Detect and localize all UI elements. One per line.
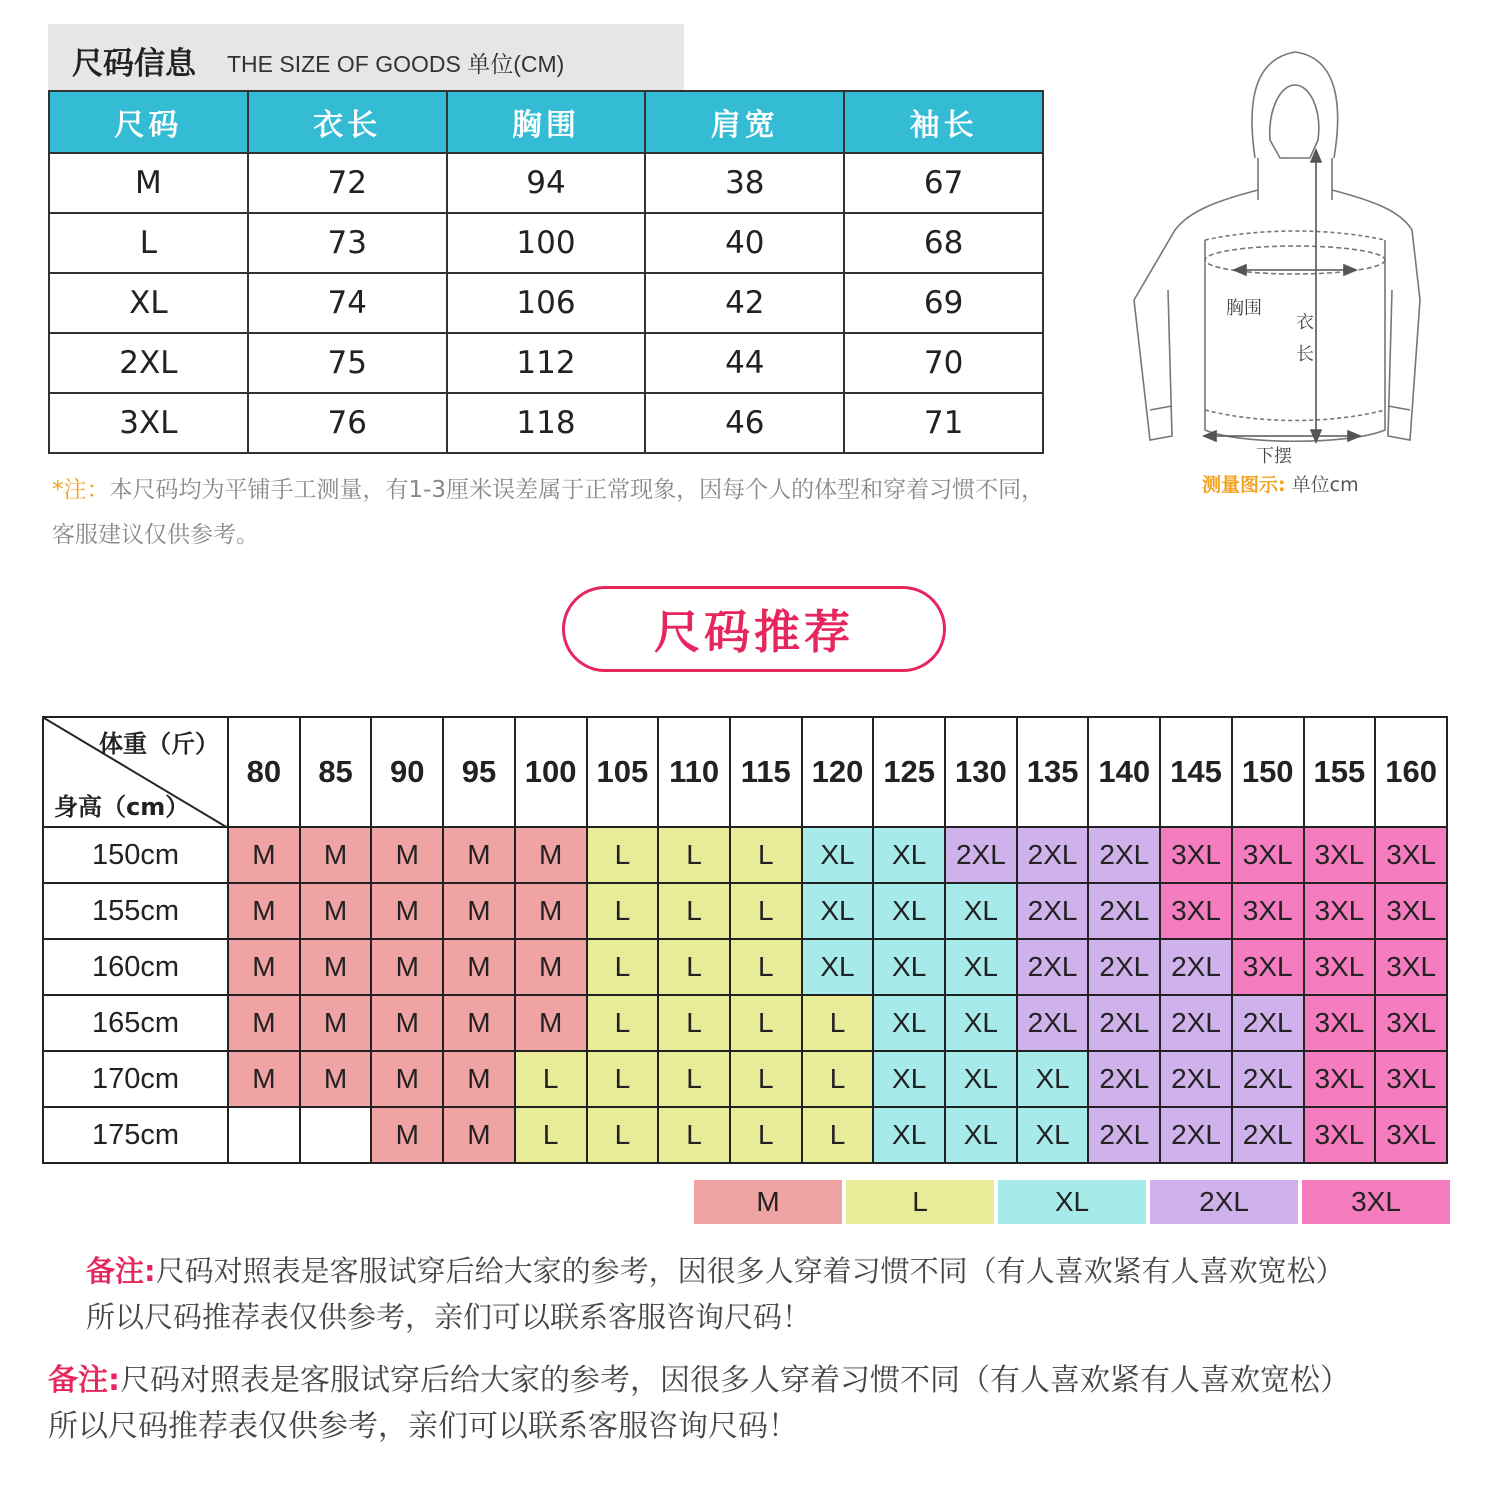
size-recommendation-cell: M xyxy=(228,827,300,883)
size-cell: M xyxy=(49,153,248,213)
size-recommendation-cell: 2XL xyxy=(1088,1051,1160,1107)
weight-header-cell: 90 xyxy=(371,717,443,827)
size-recommendation-cell: L xyxy=(587,1051,659,1107)
length-cell: 76 xyxy=(248,393,447,453)
diagram-chest-label: 胸围 xyxy=(1226,298,1262,319)
length-cell: 75 xyxy=(248,333,447,393)
size-recommendation-cell: XL xyxy=(873,827,945,883)
size-recommendation-cell: XL xyxy=(873,939,945,995)
size-recommendation-cell: L xyxy=(658,883,730,939)
size-recommendation-cell: L xyxy=(730,995,802,1051)
size-recommendation-cell: M xyxy=(515,939,587,995)
chest-cell: 106 xyxy=(447,273,646,333)
weight-header-cell: 120 xyxy=(802,717,874,827)
size-recommendation-cell: M xyxy=(371,995,443,1051)
height-cell: 150cm xyxy=(43,827,228,883)
diagram-caption-unit: 单位cm xyxy=(1291,474,1359,496)
sleeve-cell: 69 xyxy=(844,273,1043,333)
size-recommendation-cell: M xyxy=(515,883,587,939)
size-recommendation-cell: L xyxy=(802,1051,874,1107)
size-recommendation-cell: 2XL xyxy=(1160,995,1232,1051)
chest-col-header: 胸围 xyxy=(447,91,646,153)
size-recommendation-cell: M xyxy=(228,883,300,939)
size-recommendation-cell: L xyxy=(658,1051,730,1107)
size-recommendation-cell: 3XL xyxy=(1160,883,1232,939)
diagram-length-label-1: 衣 xyxy=(1296,312,1314,333)
size-recommendation-cell: 3XL xyxy=(1232,939,1304,995)
weight-header-cell: 80 xyxy=(228,717,300,827)
size-recommendation-cell: 2XL xyxy=(945,827,1017,883)
size-recommendation-cell: 3XL xyxy=(1375,883,1447,939)
size-recommendation-cell: L xyxy=(515,1107,587,1163)
size-recommendation-cell: 2XL xyxy=(1017,995,1089,1051)
remark-1-line2: 所以尺码推荐表仅供参考，亲们可以联系客服咨询尺码！ xyxy=(86,1300,812,1334)
length-cell: 74 xyxy=(248,273,447,333)
size-recommendation-title: 尺码推荐 xyxy=(562,586,946,672)
table-row xyxy=(43,995,1447,1051)
height-axis-label: 身高（cm） xyxy=(54,793,190,821)
size-recommendation-cell: 3XL xyxy=(1304,1051,1376,1107)
size-recommendation-cell: XL xyxy=(873,995,945,1051)
shoulder-cell: 42 xyxy=(645,273,844,333)
size-recommendation-cell: 3XL xyxy=(1304,827,1376,883)
size-recommendation-cell: M xyxy=(300,1051,372,1107)
size-recommendation-cell: 3XL xyxy=(1304,995,1376,1051)
table-row xyxy=(43,827,1447,883)
table-row xyxy=(43,939,1447,995)
table-row xyxy=(43,883,1447,939)
weight-header-cell: 125 xyxy=(873,717,945,827)
size-recommendation-cell: L xyxy=(730,1107,802,1163)
size-recommendation-cell: M xyxy=(300,939,372,995)
size-table xyxy=(48,90,1044,454)
size-recommendation-cell: M xyxy=(228,995,300,1051)
size-recommendation-cell: L xyxy=(587,827,659,883)
size-recommendation-cell: L xyxy=(658,995,730,1051)
size-recommendation-cell xyxy=(228,1107,300,1163)
size-recommendation-cell: 2XL xyxy=(1088,939,1160,995)
table-corner-cell xyxy=(43,717,228,827)
size-recommendation-cell: M xyxy=(228,1051,300,1107)
weight-header-row xyxy=(43,717,1447,827)
table-row xyxy=(43,1051,1447,1107)
size-recommendation-cell: 3XL xyxy=(1232,827,1304,883)
size-recommendation-cell: L xyxy=(658,939,730,995)
legend-swatch: L xyxy=(846,1180,994,1224)
sleeve-cell: 68 xyxy=(844,213,1043,273)
size-recommendation-cell: 2XL xyxy=(1017,939,1089,995)
size-recommendation-cell: M xyxy=(371,827,443,883)
size-cell: 2XL xyxy=(49,333,248,393)
table-row xyxy=(49,213,1043,273)
size-recommendation-cell: XL xyxy=(873,1051,945,1107)
size-recommendation-cell: M xyxy=(300,995,372,1051)
size-recommendation-cell: XL xyxy=(945,939,1017,995)
size-recommendation-cell: L xyxy=(587,995,659,1051)
size-recommendation-cell: M xyxy=(443,827,515,883)
size-recommendation-cell: 2XL xyxy=(1088,883,1160,939)
size-info-title: 尺码信息 xyxy=(72,46,196,82)
chest-cell: 100 xyxy=(447,213,646,273)
length-col-header: 衣长 xyxy=(248,91,447,153)
weight-header-cell: 105 xyxy=(587,717,659,827)
size-recommendation-cell: L xyxy=(730,883,802,939)
weight-header-cell: 85 xyxy=(300,717,372,827)
size-recommendation-cell: 3XL xyxy=(1232,883,1304,939)
chest-cell: 94 xyxy=(447,153,646,213)
size-recommendation-cell: XL xyxy=(945,995,1017,1051)
size-recommendation-cell: 2XL xyxy=(1088,995,1160,1051)
size-recommendation-cell: L xyxy=(587,939,659,995)
chest-cell: 118 xyxy=(447,393,646,453)
size-recommendation-cell: L xyxy=(730,1051,802,1107)
size-recommendation-cell: M xyxy=(515,995,587,1051)
size-recommendation-cell: XL xyxy=(802,939,874,995)
size-cell: L xyxy=(49,213,248,273)
size-table-header-row xyxy=(49,91,1043,153)
diagram-caption-prefix: 测量图示: xyxy=(1202,474,1286,496)
table-row xyxy=(43,1107,1447,1163)
table-row xyxy=(49,153,1043,213)
sleeve-cell: 71 xyxy=(844,393,1043,453)
shoulder-cell: 40 xyxy=(645,213,844,273)
size-recommendation-cell: 2XL xyxy=(1088,1107,1160,1163)
weight-header-cell: 100 xyxy=(515,717,587,827)
legend-swatch: 3XL xyxy=(1302,1180,1450,1224)
weight-header-cell: 130 xyxy=(945,717,1017,827)
height-cell: 155cm xyxy=(43,883,228,939)
sleeve-cell: 70 xyxy=(844,333,1043,393)
size-recommendation-cell: 2XL xyxy=(1160,939,1232,995)
weight-header-cell: 110 xyxy=(658,717,730,827)
size-recommendation-cell: M xyxy=(371,1051,443,1107)
size-recommendation-cell: 2XL xyxy=(1160,1051,1232,1107)
size-recommendation-cell: XL xyxy=(945,1107,1017,1163)
length-cell: 72 xyxy=(248,153,447,213)
size-cell: XL xyxy=(49,273,248,333)
size-cell: 3XL xyxy=(49,393,248,453)
size-recommendation-cell: M xyxy=(228,939,300,995)
size-recommendation-cell: M xyxy=(515,827,587,883)
remark-1-prefix: 备注: xyxy=(86,1254,156,1288)
size-recommendation-cell: 3XL xyxy=(1375,1107,1447,1163)
size-recommendation-cell: 3XL xyxy=(1375,995,1447,1051)
size-info-subtitle: THE SIZE OF GOODS 单位(CM) xyxy=(227,51,565,77)
size-recommendation-cell: 3XL xyxy=(1160,827,1232,883)
table-row xyxy=(49,333,1043,393)
weight-header-cell: 115 xyxy=(730,717,802,827)
size-recommendation-cell: L xyxy=(658,827,730,883)
size-recommendation-cell: 3XL xyxy=(1375,939,1447,995)
size-recommendation-cell: 3XL xyxy=(1304,883,1376,939)
remark-2-prefix: 备注: xyxy=(48,1363,120,1398)
note-text: 本尺码均为平铺手工测量，有1-3厘米误差属于正常现象，因每个人的体型和穿着习惯不同，客服建议仅供参考。 xyxy=(52,477,1045,548)
height-cell: 165cm xyxy=(43,995,228,1051)
size-recommendation-cell: M xyxy=(371,1107,443,1163)
size-recommendation-cell: M xyxy=(371,883,443,939)
size-recommendation-cell: XL xyxy=(802,827,874,883)
size-recommendation-cell: 3XL xyxy=(1304,1107,1376,1163)
size-recommendation-cell: 2XL xyxy=(1232,1051,1304,1107)
weight-header-cell: 160 xyxy=(1375,717,1447,827)
size-recommendation-cell: XL xyxy=(873,883,945,939)
weight-header-cell: 150 xyxy=(1232,717,1304,827)
size-recommendation-cell: XL xyxy=(945,1051,1017,1107)
size-recommendation-cell: 2XL xyxy=(1160,1107,1232,1163)
size-recommendation-cell: L xyxy=(730,939,802,995)
size-recommendation-cell: M xyxy=(300,827,372,883)
table-row xyxy=(49,273,1043,333)
remark-2-line2: 所以尺码推荐表仅供参考，亲们可以联系客服咨询尺码！ xyxy=(48,1409,798,1444)
diagram-hem-label: 下摆 xyxy=(1256,446,1292,467)
height-cell: 170cm xyxy=(43,1051,228,1107)
size-recommendation-cell: L xyxy=(802,1107,874,1163)
size-recommendation-cell: M xyxy=(443,883,515,939)
weight-header-cell: 145 xyxy=(1160,717,1232,827)
size-recommendation-cell: 3XL xyxy=(1375,1051,1447,1107)
shoulder-cell: 38 xyxy=(645,153,844,213)
size-recommendation-cell: M xyxy=(443,1107,515,1163)
size-recommendation-cell: M xyxy=(443,1051,515,1107)
chest-cell: 112 xyxy=(447,333,646,393)
size-recommendation-cell: L xyxy=(587,1107,659,1163)
weight-axis-label: 体重（斤） xyxy=(99,730,219,758)
sleeve-cell: 67 xyxy=(844,153,1043,213)
height-cell: 160cm xyxy=(43,939,228,995)
size-recommendation-cell: M xyxy=(443,939,515,995)
size-recommendation-cell: L xyxy=(730,827,802,883)
shoulder-cell: 46 xyxy=(645,393,844,453)
size-recommendation-cell: 2XL xyxy=(1232,1107,1304,1163)
size-recommendation-cell xyxy=(300,1107,372,1163)
size-recommendation-cell: 3XL xyxy=(1375,827,1447,883)
size-recommendation-cell: L xyxy=(802,995,874,1051)
size-recommendation-cell: 2XL xyxy=(1017,883,1089,939)
diagram-length-label-2: 长 xyxy=(1296,344,1314,365)
remark-2 xyxy=(48,1358,1350,1450)
size-recommendation-cell: XL xyxy=(1017,1107,1089,1163)
size-recommendation-cell: XL xyxy=(945,883,1017,939)
note-prefix: *注： xyxy=(52,477,110,503)
size-recommendation-cell: 3XL xyxy=(1304,939,1376,995)
table-row xyxy=(49,393,1043,453)
legend-swatch: 2XL xyxy=(1150,1180,1298,1224)
shoulder-cell: 44 xyxy=(645,333,844,393)
weight-header-cell: 140 xyxy=(1088,717,1160,827)
shoulder-col-header: 肩宽 xyxy=(645,91,844,153)
length-cell: 73 xyxy=(248,213,447,273)
remark-2-line1: 尺码对照表是客服试穿后给大家的参考，因很多人穿着习惯不同（有人喜欢紧有人喜欢宽松） xyxy=(120,1363,1350,1398)
size-recommendation-cell: 2XL xyxy=(1017,827,1089,883)
measurement-note xyxy=(52,468,1052,558)
size-recommendation-cell: XL xyxy=(873,1107,945,1163)
size-recommendation-cell: L xyxy=(515,1051,587,1107)
weight-header-cell: 135 xyxy=(1017,717,1089,827)
size-recommendation-cell: L xyxy=(587,883,659,939)
diagram-caption xyxy=(1202,470,1359,497)
size-recommendation-cell: L xyxy=(658,1107,730,1163)
size-recommendation-table xyxy=(42,716,1448,1164)
jacket-measurement-diagram xyxy=(1120,40,1440,510)
size-recommendation-cell: M xyxy=(371,939,443,995)
size-recommendation-cell: M xyxy=(300,883,372,939)
weight-header-cell: 95 xyxy=(443,717,515,827)
jacket-outline-icon xyxy=(1120,40,1440,470)
size-recommendation-cell: XL xyxy=(1017,1051,1089,1107)
size-recommendation-cell: M xyxy=(443,995,515,1051)
size-recommendation-cell: 2XL xyxy=(1088,827,1160,883)
size-color-legend xyxy=(694,1180,1450,1224)
size-recommendation-cell: XL xyxy=(802,883,874,939)
weight-header-cell: 155 xyxy=(1304,717,1376,827)
remark-1 xyxy=(86,1248,1345,1340)
height-cell: 175cm xyxy=(43,1107,228,1163)
legend-swatch: XL xyxy=(998,1180,1146,1224)
sleeve-col-header: 袖长 xyxy=(844,91,1043,153)
legend-swatch: M xyxy=(694,1180,842,1224)
remark-1-line1: 尺码对照表是客服试穿后给大家的参考，因很多人穿着习惯不同（有人喜欢紧有人喜欢宽松） xyxy=(155,1254,1345,1288)
size-col-header: 尺码 xyxy=(49,91,248,153)
size-recommendation-cell: 2XL xyxy=(1232,995,1304,1051)
